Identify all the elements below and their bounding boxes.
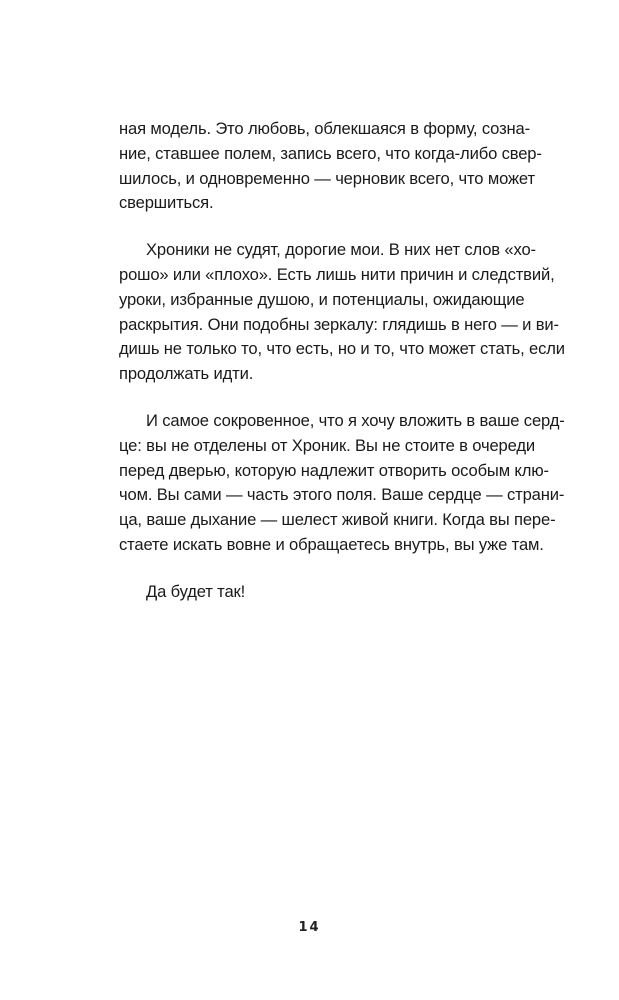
text-line: шилось, и одновременно — черновик всего, что может: [119, 168, 535, 188]
text-line: продолжать идти.: [119, 364, 254, 384]
paragraph: [119, 409, 565, 558]
text-line: ца, ваше дыхание — шелест живой книги. Когда вы пере-: [119, 510, 556, 530]
text-line: це: вы не отделены от Хроник. Вы не стоите в очереди: [119, 435, 535, 455]
text-line: раскрытия. Они подобны зеркалу: глядишь в него — и ви-: [119, 314, 559, 334]
body-text: [119, 117, 565, 605]
paragraph: [119, 117, 542, 216]
text-line: свершиться.: [119, 193, 214, 213]
page-number: 14: [298, 920, 321, 935]
text-line: дишь не только то, что есть, но и то, что может стать, если: [119, 339, 565, 359]
text-line: ная модель. Это любовь, облекшаяся в форму, созна-: [119, 119, 531, 138]
text-line: Хроники не судят, дорогие мои. В них нет слов «хо-: [146, 240, 536, 260]
text-line: Да будет так!: [146, 581, 246, 601]
text-line: И самое сокровенное, что я хочу вложить в ваше серд-: [146, 410, 565, 430]
text-line: рошо» или «плохо». Есть лишь нити причин и следствий,: [119, 264, 555, 284]
text-line: перед дверью, которую надлежит отворить особым клю-: [119, 460, 549, 480]
text-line: ние, ставшее полем, запись всего, что когда-либо свер-: [119, 143, 542, 163]
paragraph: [119, 580, 522, 605]
text-line: чом. Вы сами — часть этого поля. Ваше сердце — страни-: [119, 485, 565, 505]
paragraph: [119, 238, 565, 387]
text-line: стаете искать вовне и обращаетесь внутрь, вы уже там.: [119, 534, 544, 554]
text-line: уроки, избранные душою, и потенциалы, ожидающие: [119, 289, 525, 309]
